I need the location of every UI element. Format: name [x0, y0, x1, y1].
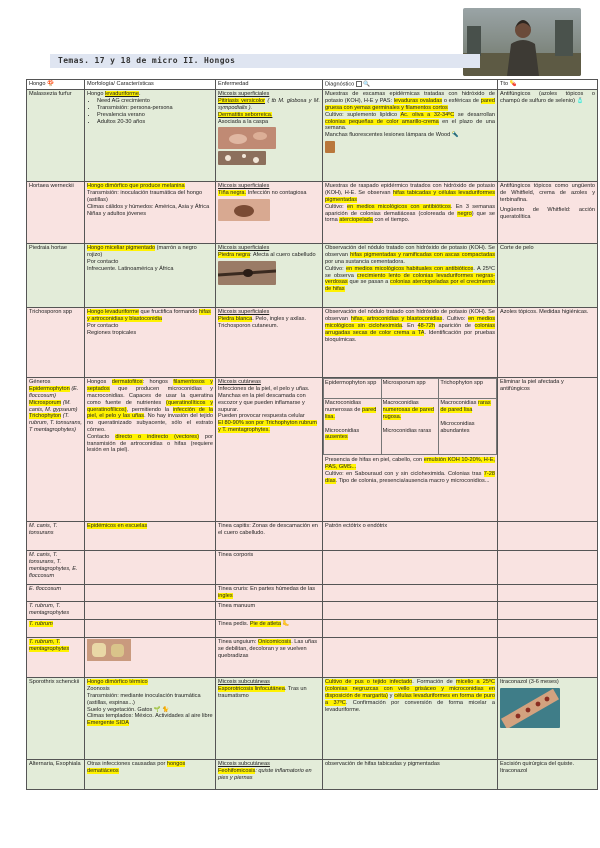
- tto-cell: [498, 602, 598, 620]
- enfermedad-cell: Micosis superficiales Pitiriasis versicolor ( tb M. globosa y M. sympodialis ). Dermatitis seborreica. Asociada a la caspa: [216, 90, 323, 182]
- morfologia-cell: [85, 638, 216, 678]
- plant-icon: 🌱: [153, 706, 161, 713]
- morfologia-cell: [85, 620, 216, 638]
- morfologia-cell: Hongo levaduriforme. • Need AG crecimiento • Transmisión: persona-persona • Prevalencia verano • Adultos 20-30 años: [85, 90, 216, 182]
- enfermedad-cell: Micosis superficiales Piedra negra: Afecta al cuero cabelludo: [216, 244, 323, 308]
- table-row: [27, 551, 598, 585]
- diagnostico-cell: [323, 585, 498, 602]
- hongo-cell: Hortaea werneckii: [27, 182, 85, 244]
- morfologia-cell: Hongo dimórfico térmico Zoonosis Transmisión: mediante inoculación traumática (astillas, espinas...) Suelo y vegetación. Gatos 🌱 🐈 Climas templados: México. Actividades al aire libre Emergente SIDA: [85, 678, 216, 760]
- bottle-icon: 🧴: [576, 98, 584, 105]
- header-photo: [463, 8, 581, 76]
- hand-lesion-image: [218, 199, 270, 221]
- enfermedad-cell: Tinea capitis: Zonas de descamación en el cuero cabelludo.: [216, 522, 323, 551]
- nail-image: [87, 639, 131, 661]
- list-item: • Prevalencia verano: [97, 112, 213, 119]
- morfologia-cell: [85, 602, 216, 620]
- diagnostico-cell: Observación del nódulo tratado con hidróxido de potasio (KOH). Se observan hifas pigmentadas y ramificadas con ascas compactadas por una sustancia cementadora. Cultivo: en medios micológicos habituales con antibióticos. A 25ºC se observa crecimiento lento de colonias levaduriformes negras-verdosas que se pasan a colonias aterciopeladas por el crecimiento de hifas: [323, 244, 498, 308]
- hair-nodule-image: [218, 261, 276, 285]
- table-row: [27, 585, 598, 602]
- enfermedad-cell: Micosis superficiales Tiña negra. Infección no contagiosa: [216, 182, 323, 244]
- diagnostico-cell: [323, 638, 498, 678]
- hongo-cell: T. rubrum, T. mentagrophytes: [27, 602, 85, 620]
- tto-cell: [498, 585, 598, 602]
- morfologia-cell: Epidémicos en escuelas: [85, 522, 216, 551]
- pill-icon: 💊: [509, 81, 517, 87]
- col-morfologia: Morfología/ Características: [85, 80, 216, 90]
- culture-image: [325, 141, 335, 153]
- enfermedad-cell: Micosis subcutáneas Esporotricosis linfocutánea. Tras un traumatismo: [216, 678, 323, 760]
- hongo-cell: Malassezia furfur: [27, 90, 85, 182]
- table-row: [27, 378, 598, 522]
- enfermedad-cell: Tinea cruris: En partes húmedas de las ingles: [216, 585, 323, 602]
- morfologia-cell: [85, 551, 216, 585]
- tto-cell: Eliminar la piel afectada y antifúngicos: [498, 378, 598, 522]
- table-row: [27, 182, 598, 244]
- morfologia-cell: Otras infecciones causadas por hongos dematiáceos: [85, 760, 216, 790]
- dermatofitos-subtable: Epidermophyton spp Microsporum spp Trichophyton spp Macroconidias numerosas de pared lisa. Microconidias ausentes Macroconidias numerosas de pared rugosa. Microconidias raras Macroconidias raras de pared lisa Microconidias abundantes: [323, 378, 497, 455]
- table-row: [27, 602, 598, 620]
- table-row: [27, 678, 598, 760]
- hongo-cell: M. canis, T. tonsurans: [27, 522, 85, 551]
- morfologia-cell: Hongos dermatofitos: hongos filamentosos y septados que producen microconidias y macroconidias. Capaces de usar la queratina como fuente de nutrientes (queratinolíticos y queratinofílicos), permitiendo la infección de la piel, el pelo y las uñas. No hay invasión del tejido no queratinizado subyacente, sólo el estrato córneo. Contacto directo o indirecto (vectores) por transmisión de artroconidias o hifas (requiere lesión en la piel).: [85, 378, 216, 522]
- tto-cell: [498, 620, 598, 638]
- table-header-row: [27, 80, 598, 90]
- list-item: • Adultos 20-30 años: [97, 119, 213, 126]
- cat-icon: 🐈: [162, 706, 170, 713]
- tto-cell: [498, 638, 598, 678]
- hongo-cell: Géneros Epidermophyton (E. floccosum) Microsporum (M. canis, M. gypseum) Trichophyton (T. rubrum, T. tonsurans, T mentagrophytes): [27, 378, 85, 522]
- tto-cell: Antifúngicos (azoles tópicos o champú de sulfuro de selenio) 🧴: [498, 90, 598, 182]
- list-item: • Need AG crecimiento: [97, 98, 213, 105]
- mushroom-icon: 🍄: [47, 81, 55, 87]
- col-enfermedad: Enfermedad: [216, 80, 323, 90]
- diagnostico-cell: Muestras de raspado epidérmico tratados con hidróxido de potasio (KOH), H-E. Se observan hifas tabicadas y células levaduriformes pigmentadas Cultivo: en medios micológicos con antibióticos. En 3 semanas aparición de colonias dematiáceas (coloreada de negro) que se torna aterciopelada con el tiempo.: [323, 182, 498, 244]
- hongo-cell: Trichosporon spp: [27, 308, 85, 378]
- col-tto: Tto 💊: [498, 80, 598, 90]
- tto-cell: Escisión quirúrgica del quiste. Itraconazol: [498, 760, 598, 790]
- dandruff-image: [218, 151, 266, 165]
- enfermedad-cell: Tinea pedis. Pie de atleta 🦶: [216, 620, 323, 638]
- enfermedad-cell: Micosis cutáneas Infecciones de la piel, el pelo y uñas. Manchas en la piel descamada con escozor y que pueden inflamarse y supurar. Pueden provocar respuesta celular El 80-90% son por Trichophyton rubrum y T. mentagrophytes.: [216, 378, 323, 522]
- diagnostico-cell: [323, 602, 498, 620]
- enfermedad-cell: Tinea manuum: [216, 602, 323, 620]
- hongo-cell: T. rubrum, T. mentagrophytes: [27, 638, 85, 678]
- hongos-table: [26, 79, 598, 790]
- table-row: [27, 90, 598, 182]
- hongo-cell: T. rubrum: [27, 620, 85, 638]
- tto-cell: Corte de pelo: [498, 244, 598, 308]
- list-item: • Transmisión: persona-persona: [97, 105, 213, 112]
- skin-lesion-image: [218, 127, 276, 149]
- enfermedad-cell: Tinea unguium: Onicomicosis. Las uñas se debilitan, decoloran y se vuelven quebradizas: [216, 638, 323, 678]
- hongo-cell: Sporothrix schenckii: [27, 678, 85, 760]
- table-row: [27, 620, 598, 638]
- lamp-icon: 🔦: [451, 132, 459, 139]
- diagnostico-cell: [323, 620, 498, 638]
- morfologia-cell: Hongo levaduriforme que fructifica formando hifas y artroconidias y blastoconidia Por contacto Regiones tropicales: [85, 308, 216, 378]
- page-title: Temas. 17 y 18 de micro II. Hongos: [58, 56, 236, 65]
- diagnostico-cell: Cultivo de pus o tejido infectado. Formación de micelio a 25ºC (colonias negruzcas con vello grisáceo y microconidias en disposición de margarita) y células levaduriformes en forma de puro a 37ºC. Confirmación por conversión de forma micelar a levaduriforme.: [323, 678, 498, 760]
- magnifier-icon: 🔍: [363, 81, 371, 88]
- morfologia-cell: Hongo miceliar pigmentado (marrón a negro rojizo) Por contacto Infrecuente. Latinoamérica y África: [85, 244, 216, 308]
- arm-lesion-image: [500, 688, 560, 728]
- diagnostico-cell: Patrón ectótrix o endótrix: [323, 522, 498, 551]
- diagnostico-cell: Epidermophyton spp Microsporum spp Trichophyton spp Macroconidias numerosas de pared lisa. Microconidias ausentes Macroconidias numerosas de pared rugosa. Microconidias raras Macroconidias raras de pared lisa Microconidias abundantes Presencia de hifas en piel, cabello, con emulsión KOH 10-20%, H-E, PAS, GMS... Cultivo: en Sabouraud con y sin cicloheximida. Colonias tras 7-28 días. Tipo de colonia, presencia/ausencia macro y microconidios...: [323, 378, 498, 522]
- enfermedad-cell: Micosis superficiales Piedra blanca. Pelo, ingles y axilas. Trichosporon cutaneum.: [216, 308, 323, 378]
- hongo-cell: M. canis, T. tonsurans, T. mentagrophytes, E. floccosum: [27, 551, 85, 585]
- col-hongo: Hongo 🍄: [27, 80, 85, 90]
- diagnostico-cell: Muestras de escamas epidérmicas tratadas con hidróxido de potasio (KOH), H-E y PAS: levaduras ovaladas o esféricas de pared gruesa con yemas germinales y filamentos cortos Cultivo: suplemento lipídico Ac. oliva a 32-34ºC se desarrollan colonias pequeñas de color amarillo-crema en el plazo de una semana. Manchas fluorescentes lesiones lámpara de Wood 🔦: [323, 90, 498, 182]
- tto-cell: [498, 551, 598, 585]
- morfologia-cell: Hongo dimórfico que produce melanina Transmisión: inoculación traumática del hongo (astillas) Climas cálidos y húmedos: América, Asia y África Niñas y adultos jóvenes: [85, 182, 216, 244]
- morfologia-cell: [85, 585, 216, 602]
- hongo-cell: E. floccosum: [27, 585, 85, 602]
- table-row: [27, 244, 598, 308]
- tto-cell: [498, 522, 598, 551]
- table-row: [27, 638, 598, 678]
- diagnostico-cell: Observación del nódulo tratado con hidróxido de potasio (KOH). Se observan hifas, artroconidias y blastoconidias. Cultivo: en medios micológicos sin cicloheximida. En 48-72h aparición de colonias arrugadas secas de color crema a TA. Identificación por pruebas bioquímicas.: [323, 308, 498, 378]
- diagnostico-cell: [323, 551, 498, 585]
- table-row: [27, 760, 598, 790]
- foot-icon: 🦶: [282, 621, 290, 628]
- hongo-cell: Piedraia hortae: [27, 244, 85, 308]
- hongo-cell: Alternaria, Exophiala: [27, 760, 85, 790]
- clipboard-icon: [356, 81, 362, 87]
- table-row: [27, 308, 598, 378]
- enfermedad-cell: Micosis subcutáneas Feohifomicosis: quiste inflamatorio en pies y piernas: [216, 760, 323, 790]
- tto-cell: Itraconazol (3-6 meses): [498, 678, 598, 760]
- col-diagnostico: Diagnóstico 🔍: [323, 80, 498, 90]
- tto-cell: Azoles tópicos. Medidas higiénicas.: [498, 308, 598, 378]
- tto-cell: Antifúngicos tópicos como ungüento de Whitfield, crema de azoles y terbinafina. Ungüento de Whitfield: acción queratolítica: [498, 182, 598, 244]
- table-row: [27, 522, 598, 551]
- enfermedad-cell: Tinea corporis: [216, 551, 323, 585]
- diagnostico-cell: observación de hifas tabicadas y pigmentadas: [323, 760, 498, 790]
